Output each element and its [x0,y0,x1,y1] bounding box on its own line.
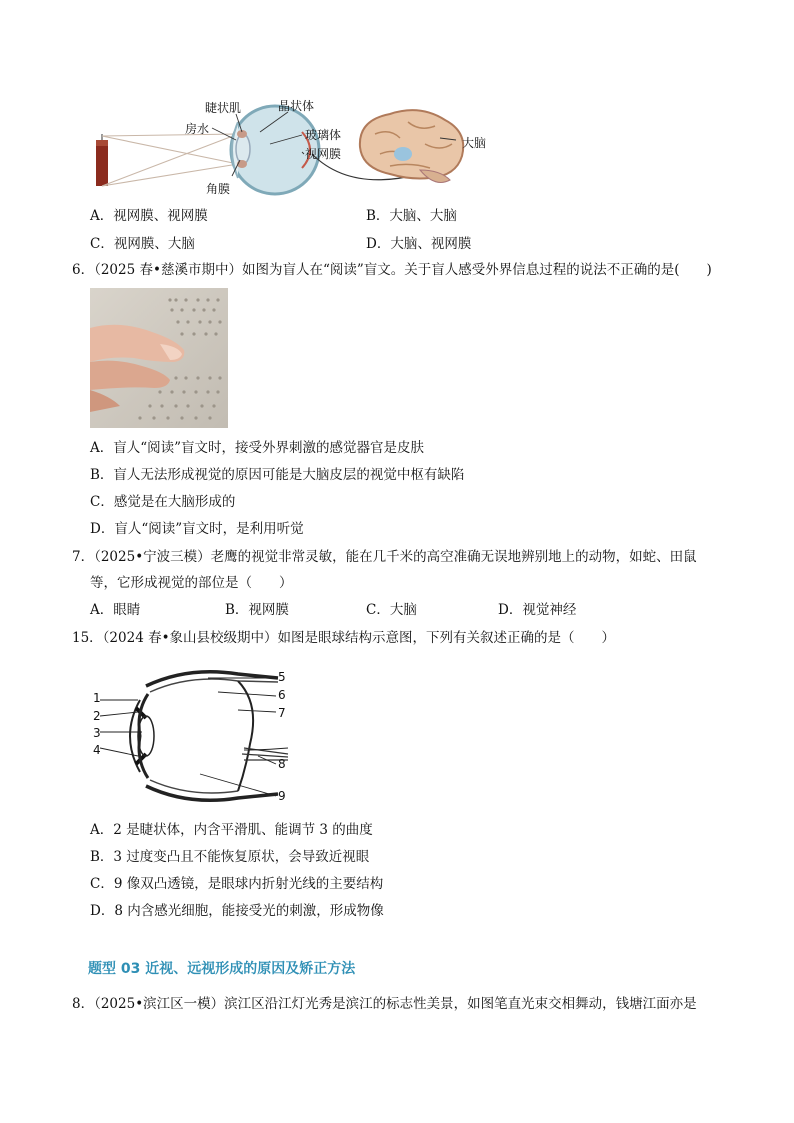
eye-number-8: 8 [278,757,286,771]
q5-option-b: B．大脑、大脑 [366,208,457,224]
q15-option-a: A．2 是睫状体，内含平滑肌、能调节 3 的曲度 [90,822,373,838]
brain-icon [360,110,463,182]
section-heading: 题型 03 近视、远视形成的原因及矫正方法 [88,961,356,977]
q15-option-d: D．8 内含感光细胞，能接受光的刺激，形成物像 [90,903,384,919]
q6-option-d: D．盲人“阅读”盲文时，是利用听觉 [90,521,304,537]
q7-stem-line2: 等，它形成视觉的部位是（ ） [90,575,293,591]
q6-option-a: A．盲人“阅读”盲文时，接受外界刺激的感觉器官是皮肤 [90,440,425,456]
eye-number-4: 4 [93,743,101,757]
candle-icon [96,134,108,186]
q6-option-b: B．盲人无法形成视觉的原因可能是大脑皮层的视觉中枢有缺陷 [90,467,465,483]
eye-number-2: 2 [93,709,101,723]
label-vitreous: 玻璃体 [305,128,342,142]
eye-structure-diagram [88,664,298,812]
label-brain: 大脑 [462,136,487,150]
q15-option-b: B．3 过度变凸且不能恢复原状，会导致近视眼 [90,849,370,865]
q5-option-d: D．大脑、视网膜 [366,236,472,252]
q7-option-b: B．视网膜 [225,602,289,618]
label-retina: 视网膜 [305,147,342,161]
q7-option-d: D．视觉神经 [498,602,577,618]
eye-number-6: 6 [278,688,286,702]
q5-option-a: A．视网膜、视网膜 [90,208,208,224]
braille-reading-photo [90,288,228,428]
label-lens: 晶状体 [278,99,315,113]
q5-option-c: C．视网膜、大脑 [90,236,195,252]
q7-option-a: A．眼睛 [90,602,141,618]
eye-number-9: 9 [278,789,286,803]
label-cornea: 角膜 [206,182,231,196]
eye-number-1: 1 [93,691,101,705]
eye-number-5: 5 [278,670,286,684]
q15-option-c: C．9 像双凸透镜，是眼球内折射光线的主要结构 [90,876,384,892]
q6-stem: 6．（2025 春•慈溪市期中）如图为盲人在“阅读”盲文。关于盲人感受外界信息过程的说法不正确的是( ) [72,262,712,278]
eye-number-3: 3 [93,726,101,740]
q15-stem: 15．（2024 春•象山县校级期中）如图是眼球结构示意图，下列有关叙述正确的是（ ） [72,630,616,646]
q7-option-c: C．大脑 [366,602,417,618]
label-aqueous-humor: 房水 [185,122,210,136]
q8-stem: 8．（2025•滨江区一模）滨江区沿江灯光秀是滨江的标志性美景，如图笔直光束交相舞动，钱塘江面亦是 [72,996,697,1012]
q7-stem-line1: 7．（2025•宁波三模）老鹰的视觉非常灵敏，能在几千米的高空准确无误地辨别地上的动物，如蛇、田鼠 [72,549,697,565]
label-ciliary-muscle: 睫状肌 [205,101,242,115]
q6-option-c: C．感觉是在大脑形成的 [90,494,236,510]
eye-number-7: 7 [278,706,286,720]
